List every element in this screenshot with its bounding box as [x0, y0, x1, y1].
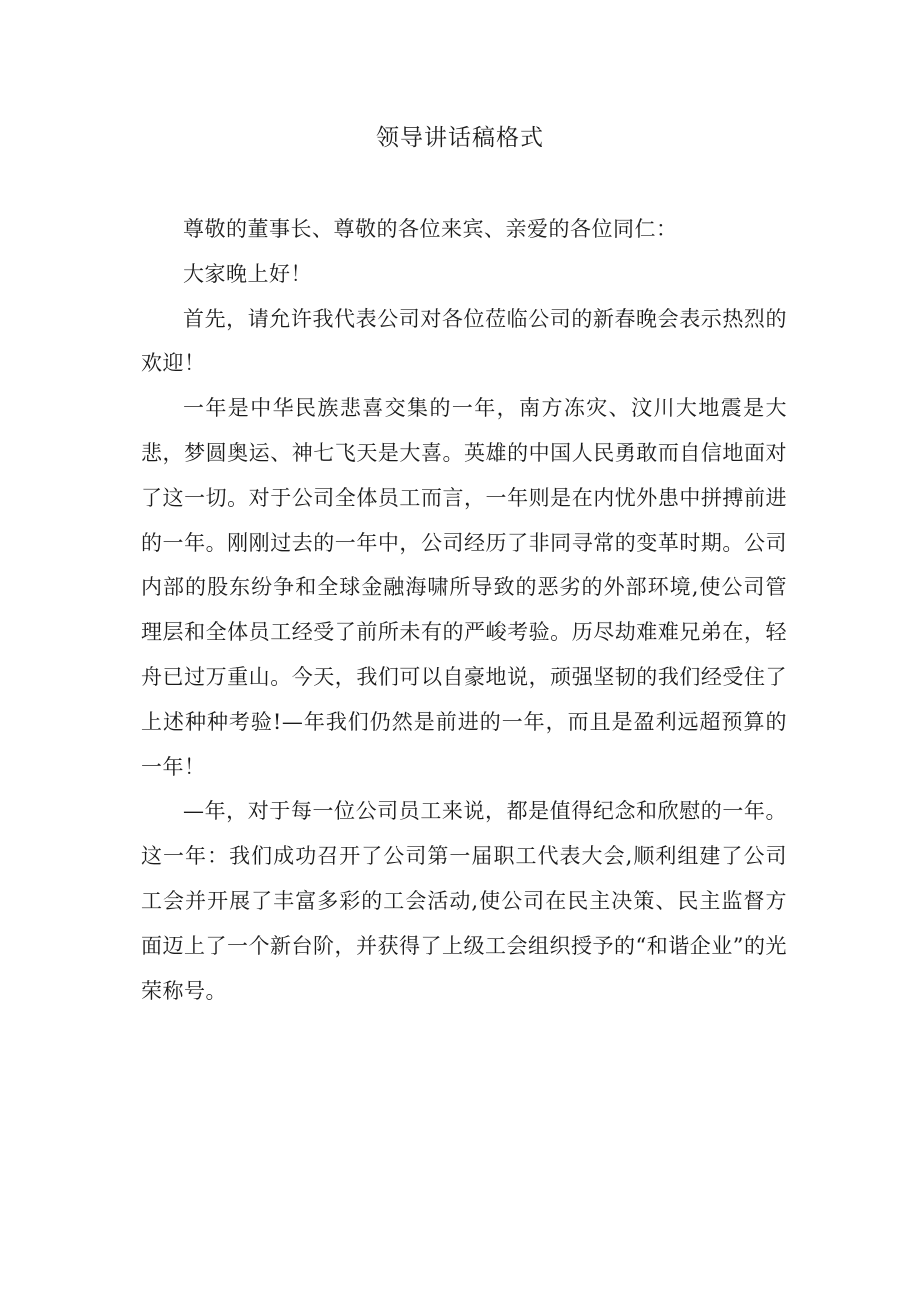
paragraph-welcome: 首先，请允许我代表公司对各位莅临公司的新春晚会表示热烈的欢迎！ — [141, 306, 787, 376]
paragraph-achievements: —年，对于每一位公司员工来说，都是值得纪念和欣慰的一年。这一年：我们成功召开了公司第一届职工代表大会,顺利组建了公司工会并开展了丰富多彩的工会活动,使公司在民主决策、民主监督方面迈上了一个新台阶，并获得了上级工会组织授予的“和谐企业”的光荣称号。 — [141, 799, 787, 1003]
document-body — [141, 207, 787, 1013]
paragraph-greeting: 大家晚上好！ — [183, 261, 312, 286]
paragraph-salutation: 尊敬的董事长、尊敬的各位来宾、亲爱的各位同仁： — [183, 217, 678, 241]
document-title: 领导讲话稿格式 — [376, 125, 544, 151]
paragraph-year-review: 一年是中华民族悲喜交集的一年，南方冻灾、汶川大地震是大悲，梦圆奥运、神七飞天是大喜。英雄的中国人民勇敢而自信地面对了这一切。对于公司全体员工而言，一年则是在内忧外患中拼搏前进的一年。刚刚过去的一年中，公司经历了非同寻常的变革时期。公司内部的股东纷争和全球金融海啸所导致的恶劣的外部环境,使公司管理层和全体员工经受了前所未有的严峻考验。历尽劫难难兄弟在，轻舟已过万重山。今天，我们可以自豪地说，顽强坚韧的我们经受住了上述种种考验!—年我们仍然是前进的一年，而且是盈利远超预算的一年！ — [141, 396, 787, 779]
